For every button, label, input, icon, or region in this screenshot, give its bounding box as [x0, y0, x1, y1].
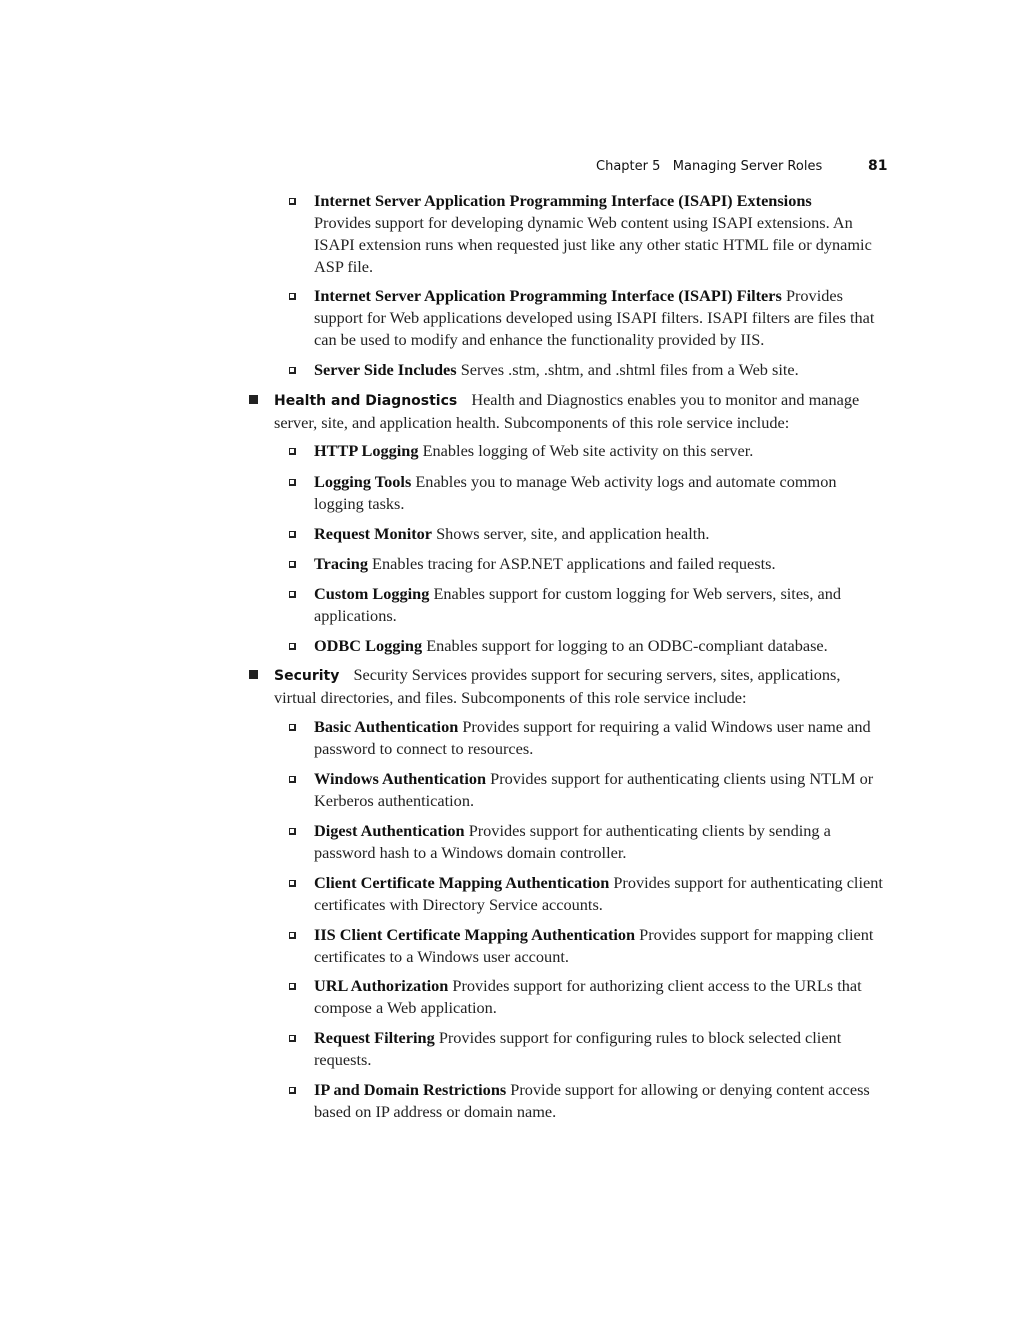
- item-description: Provides support for mapping client certificates to a Windows user account.: [314, 925, 874, 966]
- sub-list-item: [314, 975, 886, 1019]
- list-item: [274, 664, 886, 709]
- item-term: Logging Tools: [314, 472, 412, 491]
- sub-list-item: [314, 1027, 886, 1071]
- sub-list-item: [314, 635, 886, 657]
- item-term: Server Side Includes: [314, 360, 457, 379]
- item-description: Serves .stm, .shtm, and .shtml files from a Web site.: [460, 360, 799, 379]
- checkbox-bullet-icon: [289, 1035, 296, 1042]
- item-description: Provides support for authorizing client access to the URLs that compose a Web application.: [314, 976, 862, 1017]
- item-term: Custom Logging: [314, 584, 430, 603]
- item-term: Tracing: [314, 554, 368, 573]
- sub-list-item: [314, 440, 886, 462]
- checkbox-bullet-icon: [289, 293, 296, 300]
- checkbox-bullet-icon: [289, 591, 296, 598]
- sub-list-item: [314, 820, 886, 864]
- item-description: Provides support for authenticating clients by sending a password hash to a Windows domain controller.: [314, 821, 831, 862]
- item-description: Health and Diagnostics enables you to monitor and manage server, site, and application health. Subcomponents of this role service include:: [274, 390, 860, 432]
- item-term: Request Monitor: [314, 524, 433, 543]
- item-term: Windows Authentication: [314, 769, 487, 788]
- item-description: Provide support for allowing or denying content access based on IP address or domain name.: [314, 1080, 870, 1121]
- checkbox-bullet-icon: [289, 776, 296, 783]
- item-term: Internet Server Application Programming Interface (ISAPI) Filters: [314, 286, 782, 305]
- item-term: Client Certificate Mapping Authentication: [314, 873, 610, 892]
- chapter-label: Chapter 5: [596, 159, 661, 174]
- checkbox-bullet-icon: [289, 932, 296, 939]
- checkbox-bullet-icon: [289, 724, 296, 731]
- item-description: Enables support for custom logging for Web servers, sites, and applications.: [314, 584, 842, 625]
- sub-list-item: [314, 716, 886, 760]
- checkbox-bullet-icon: [289, 561, 296, 568]
- list-item: [274, 389, 886, 434]
- square-bullet-icon: [249, 395, 258, 404]
- sub-list-item: [314, 359, 886, 381]
- sub-list-item: [314, 285, 886, 351]
- checkbox-bullet-icon: [289, 880, 296, 887]
- sub-list-item: [314, 553, 886, 575]
- item-description: Provides support for requiring a valid Windows user name and password to connect to resources.: [314, 717, 871, 758]
- checkbox-bullet-icon: [289, 643, 296, 650]
- item-description: Provides support for authenticating clients using NTLM or Kerberos authentication.: [314, 769, 874, 810]
- page-number: 81: [868, 158, 888, 174]
- item-term: Security: [274, 668, 340, 684]
- sub-list-item: [314, 523, 886, 545]
- item-term: Basic Authentication: [314, 717, 459, 736]
- running-header: [596, 156, 822, 178]
- checkbox-bullet-icon: [289, 479, 296, 486]
- checkbox-bullet-icon: [289, 448, 296, 455]
- sub-list-item: [314, 583, 886, 627]
- item-term: ODBC Logging: [314, 636, 423, 655]
- item-description: Provides support for Web applications developed using ISAPI filters. ISAPI filters are files that can be used to modify and enhance the functionality provided by IIS.: [314, 286, 875, 349]
- item-description: Enables tracing for ASP.NET applications and failed requests.: [372, 554, 776, 573]
- checkbox-bullet-icon: [289, 198, 296, 205]
- checkbox-bullet-icon: [289, 983, 296, 990]
- item-description: Provides support for authenticating client certificates with Directory Service accounts.: [314, 873, 883, 914]
- sub-list-item: [314, 1079, 886, 1123]
- item-description: Enables support for logging to an ODBC-compliant database.: [426, 636, 828, 655]
- item-description: Enables you to manage Web activity logs and automate common logging tasks.: [314, 472, 837, 513]
- item-term: Request Filtering: [314, 1028, 435, 1047]
- item-description: Enables logging of Web site activity on this server.: [422, 441, 754, 460]
- item-term: Health and Diagnostics: [274, 393, 458, 409]
- sub-list-item: [314, 190, 886, 278]
- item-term: URL Authorization: [314, 976, 449, 995]
- item-term: IP and Domain Restrictions: [314, 1080, 507, 1099]
- item-description: Shows server, site, and application health.: [436, 524, 710, 543]
- item-term: Internet Server Application Programming Interface (ISAPI) Extensions: [314, 191, 812, 210]
- square-bullet-icon: [249, 670, 258, 679]
- sub-list-item: [314, 471, 886, 515]
- sub-list-item: [314, 768, 886, 812]
- checkbox-bullet-icon: [289, 531, 296, 538]
- item-description: Security Services provides support for securing servers, sites, applications, virtual directories, and files. Subcomponents of this role service include:: [274, 665, 841, 707]
- item-term: Digest Authentication: [314, 821, 465, 840]
- item-description: Provides support for developing dynamic Web content using ISAPI extensions. An ISAPI extension runs when requested just like any other static HTML file or dynamic ASP file.: [314, 213, 872, 276]
- sub-list-item: [314, 924, 886, 968]
- checkbox-bullet-icon: [289, 1087, 296, 1094]
- sub-list-item: [314, 872, 886, 916]
- item-description: Provides support for configuring rules to block selected client requests.: [314, 1028, 842, 1069]
- item-term: IIS Client Certificate Mapping Authentication: [314, 925, 636, 944]
- item-term: HTTP Logging: [314, 441, 419, 460]
- chapter-title: Managing Server Roles: [672, 159, 823, 174]
- checkbox-bullet-icon: [289, 828, 296, 835]
- checkbox-bullet-icon: [289, 367, 296, 374]
